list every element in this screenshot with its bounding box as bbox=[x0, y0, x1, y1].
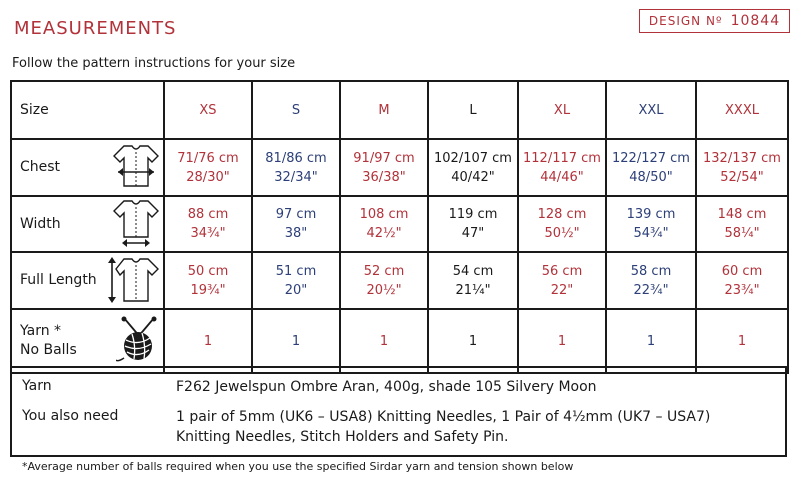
balls-cell: 1 bbox=[252, 309, 340, 373]
chest-cm: 71/76 cm bbox=[177, 150, 239, 166]
length-in: 20½" bbox=[366, 282, 402, 298]
chest-row bbox=[11, 139, 788, 196]
size-cell: S bbox=[252, 81, 340, 139]
width-label: Width bbox=[20, 215, 61, 232]
chest-label: Chest bbox=[20, 159, 61, 175]
length-cm: 51 cm bbox=[275, 263, 317, 279]
length-in: 22" bbox=[550, 282, 574, 298]
width-cm: 139 cm bbox=[626, 207, 676, 222]
size-cell: XXL bbox=[606, 81, 696, 139]
balls-cell: 1 bbox=[696, 309, 788, 373]
length-cm: 58 cm bbox=[630, 263, 672, 279]
length-label: Full Length bbox=[20, 272, 97, 288]
length-cm: 50 cm bbox=[187, 263, 229, 279]
design-number: 10844 bbox=[730, 13, 781, 29]
chest-in: 36/38" bbox=[362, 169, 406, 185]
width-cm: 128 cm bbox=[537, 207, 587, 222]
chest-cm: 132/137 cm bbox=[703, 150, 781, 166]
yarn-label-line2: No Balls bbox=[20, 342, 77, 358]
width-cm: 97 cm bbox=[275, 207, 317, 222]
size-cell: M bbox=[340, 81, 428, 139]
width-diagram-icon bbox=[112, 199, 160, 247]
length-in: 23¾" bbox=[724, 282, 760, 298]
yarn-label-line1: Yarn * bbox=[20, 323, 62, 339]
chest-cm: 81/86 cm bbox=[265, 150, 327, 166]
chest-in: 32/34" bbox=[274, 169, 318, 185]
length-cm: 56 cm bbox=[541, 263, 583, 279]
balls-cell: 1 bbox=[428, 309, 518, 373]
width-cm: 119 cm bbox=[448, 207, 498, 222]
chest-cm: 91/97 cm bbox=[353, 150, 415, 166]
balls-cell: 1 bbox=[606, 309, 696, 373]
chest-cm: 112/117 cm bbox=[523, 150, 601, 166]
length-in: 20" bbox=[284, 282, 308, 298]
design-label: DESIGN Nº bbox=[648, 14, 723, 28]
needs-line1: 1 pair of 5mm (UK6 – USA8) Knitting Needles, 1 Pair of 4½mm (UK7 – USA7) bbox=[176, 409, 711, 425]
yarn-info-label: Yarn bbox=[22, 378, 52, 394]
subtitle: Follow the pattern instructions for your size bbox=[12, 56, 296, 71]
chest-in: 44/46" bbox=[540, 169, 584, 185]
chest-cm: 122/127 cm bbox=[612, 150, 690, 166]
chest-in: 28/30" bbox=[186, 169, 230, 185]
needs-label: You also need bbox=[22, 408, 119, 424]
width-in: 50½" bbox=[544, 226, 580, 241]
length-in: 19¾" bbox=[190, 282, 226, 298]
width-cm: 88 cm bbox=[187, 207, 229, 222]
yarn-balls-row bbox=[11, 309, 788, 373]
length-row bbox=[11, 252, 788, 309]
size-cell: XL bbox=[518, 81, 606, 139]
width-row bbox=[11, 196, 788, 252]
chest-in: 52/54" bbox=[720, 169, 764, 185]
width-in: 42½" bbox=[366, 226, 402, 241]
length-cm: 52 cm bbox=[363, 263, 405, 279]
balls-cell: 1 bbox=[164, 309, 252, 373]
width-in: 58¼" bbox=[724, 226, 760, 241]
chest-diagram-icon bbox=[112, 142, 160, 190]
length-in: 21¼" bbox=[455, 282, 491, 298]
width-in: 34¾" bbox=[190, 226, 226, 241]
chest-cm: 102/107 cm bbox=[434, 150, 512, 166]
footnote: *Average number of balls required when you use the specified Sirdar yarn and tension shown below bbox=[22, 460, 574, 473]
length-cm: 60 cm bbox=[721, 263, 763, 279]
yarn-ball-icon bbox=[116, 316, 160, 364]
width-cm: 148 cm bbox=[717, 207, 767, 222]
length-in: 22¾" bbox=[633, 282, 669, 298]
balls-cell: 1 bbox=[340, 309, 428, 373]
width-in: 38" bbox=[284, 226, 308, 241]
length-cm: 54 cm bbox=[452, 263, 494, 279]
width-in: 47" bbox=[461, 226, 485, 241]
size-row bbox=[11, 81, 788, 139]
balls-cell: 1 bbox=[518, 309, 606, 373]
chest-in: 48/50" bbox=[629, 169, 673, 185]
size-cell: XS bbox=[164, 81, 252, 139]
width-cm: 108 cm bbox=[359, 207, 409, 222]
materials-box bbox=[10, 366, 787, 457]
chest-in: 40/42" bbox=[451, 169, 495, 185]
width-in: 54¾" bbox=[633, 226, 669, 241]
length-diagram-icon bbox=[108, 255, 160, 305]
size-cell: L bbox=[428, 81, 518, 139]
size-cell: XXXL bbox=[696, 81, 788, 139]
size-label: Size bbox=[11, 81, 164, 139]
measurements-table bbox=[10, 80, 789, 374]
needs-line2: Knitting Needles, Stitch Holders and Safety Pin. bbox=[176, 429, 509, 445]
page-title: MEASUREMENTS bbox=[14, 18, 177, 39]
yarn-info-value: F262 Jewelspun Ombre Aran, 400g, shade 105 Silvery Moon bbox=[176, 379, 597, 395]
design-number-box bbox=[639, 9, 790, 33]
